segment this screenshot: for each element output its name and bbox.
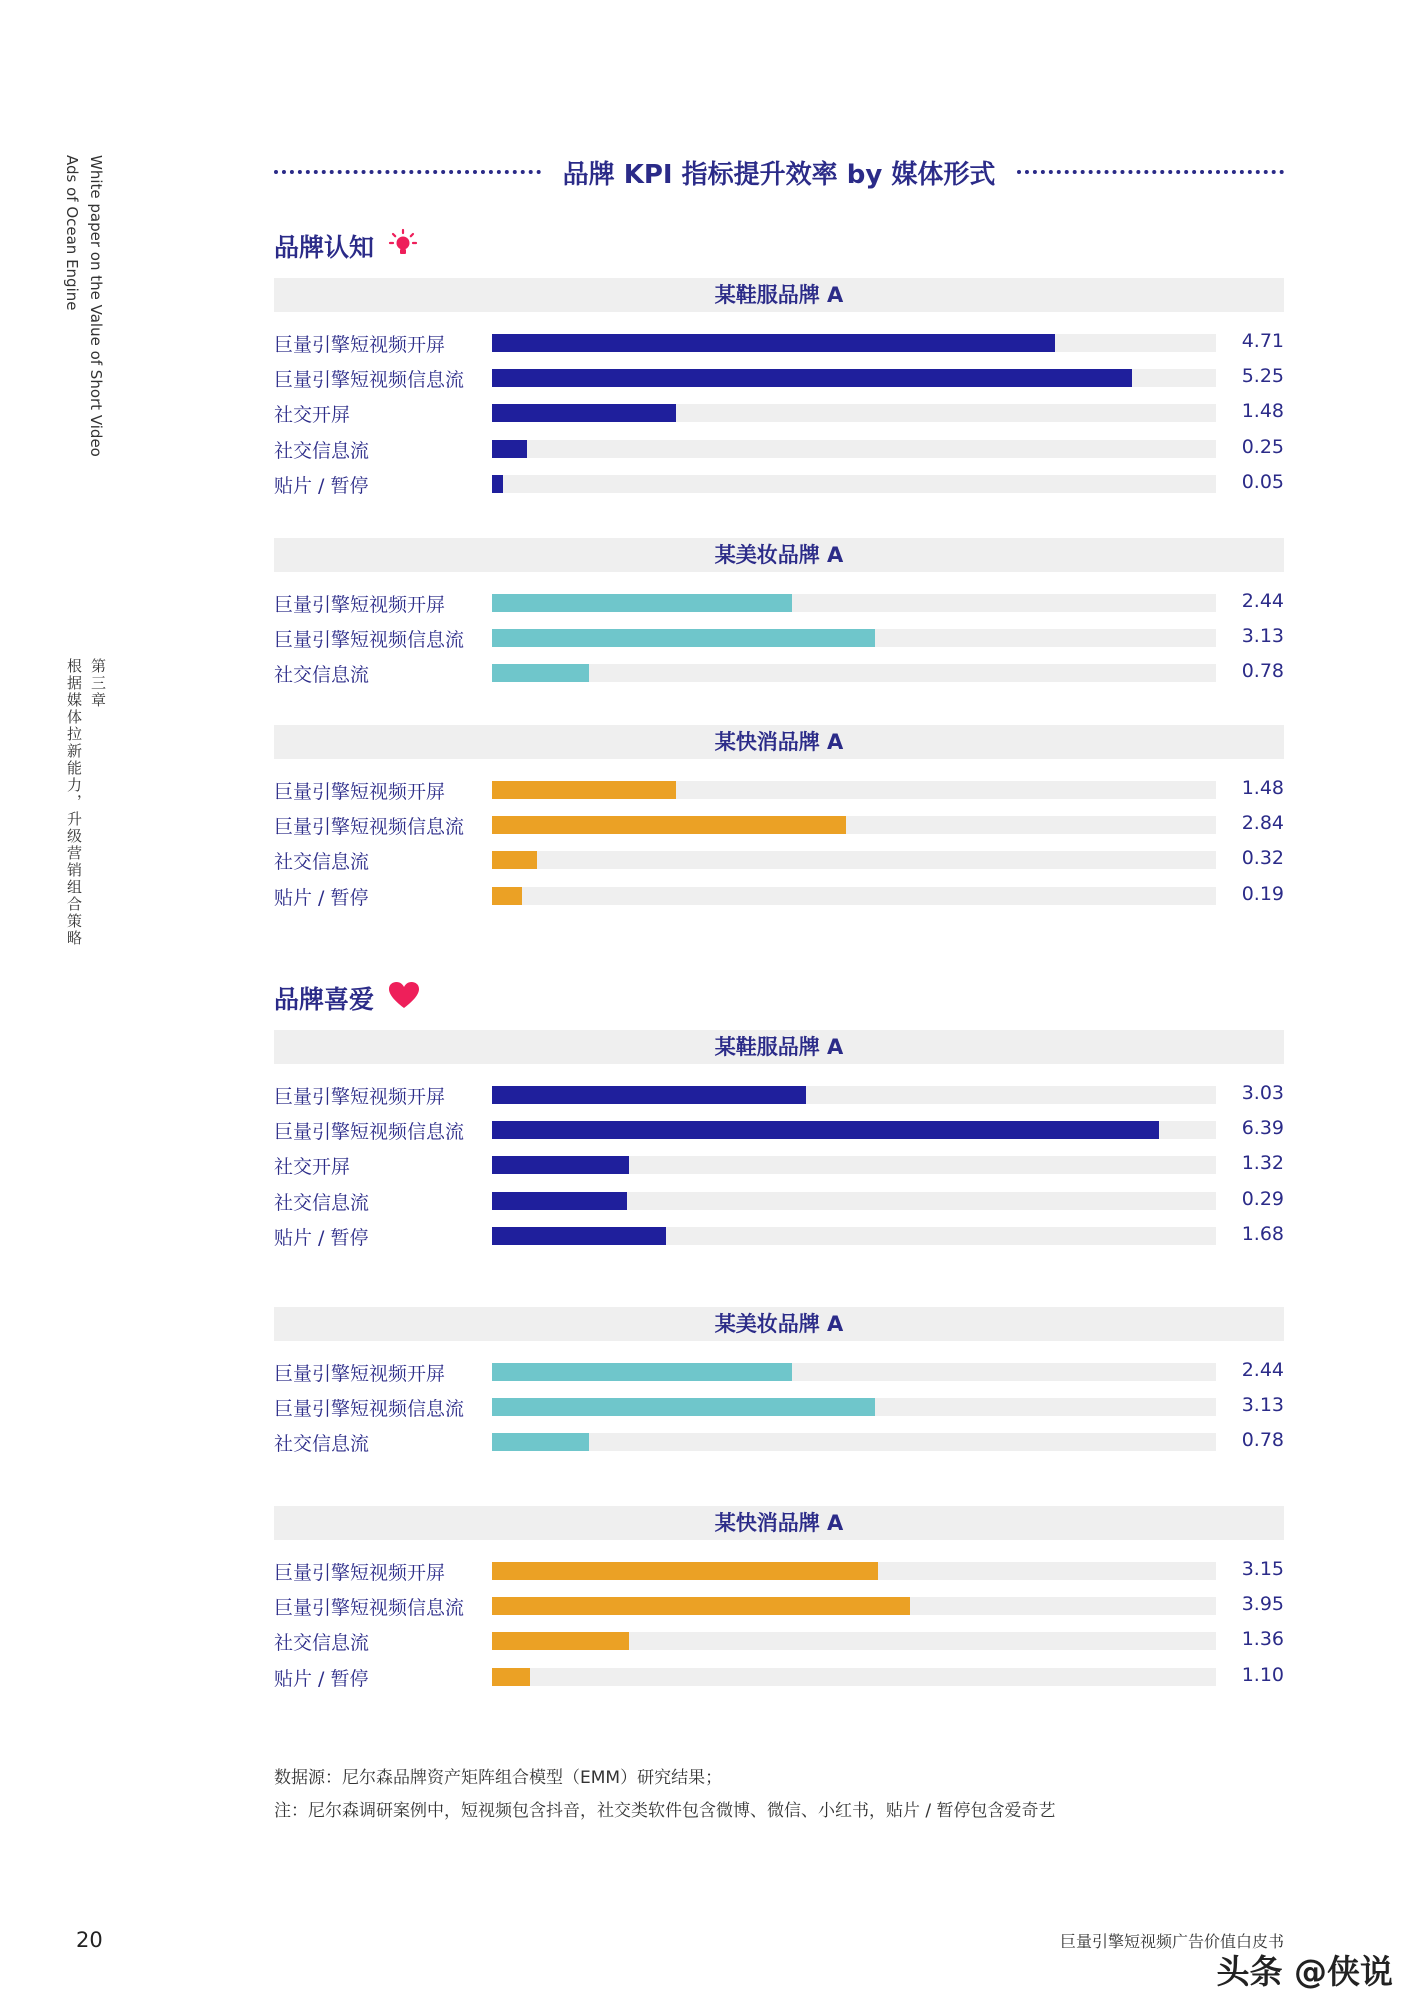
sidebar-english-title bbox=[60, 155, 108, 457]
category-label: 巨量引擎短视频开屏 bbox=[274, 1086, 446, 1108]
page-header bbox=[274, 152, 1284, 192]
brand-header: 某快消品牌 A bbox=[274, 725, 1284, 759]
bar-fill bbox=[492, 816, 846, 834]
bar-fill bbox=[492, 629, 875, 647]
value-label: 4.71 bbox=[1241, 330, 1284, 352]
bar-track bbox=[492, 1363, 1216, 1381]
header-dots-right bbox=[1017, 170, 1284, 174]
value-label: 2.84 bbox=[1241, 812, 1284, 835]
bar-row bbox=[274, 1150, 1284, 1180]
bar-track bbox=[492, 334, 1216, 352]
category-label: 贴片 / 暂停 bbox=[274, 1667, 369, 1690]
sidebar-chapter bbox=[62, 658, 110, 947]
page-number: 20 bbox=[76, 1928, 103, 1952]
bar-track bbox=[492, 851, 1216, 869]
value-label: 0.32 bbox=[1241, 847, 1284, 870]
bar-track bbox=[492, 816, 1216, 834]
bar-fill bbox=[492, 1398, 875, 1416]
value-label: 2.44 bbox=[1241, 1359, 1284, 1381]
bar-fill bbox=[492, 781, 676, 799]
sidebar-chapter-number: 第三章 bbox=[89, 658, 107, 709]
category-label: 社交开屏 bbox=[274, 1156, 351, 1179]
value-label: 0.05 bbox=[1241, 470, 1284, 493]
brand-header: 某美妆品牌 A bbox=[274, 538, 1284, 572]
bar-track bbox=[492, 475, 1216, 493]
bar-fill bbox=[492, 664, 589, 682]
notes bbox=[274, 1762, 1056, 1828]
value-label: 0.25 bbox=[1241, 435, 1284, 458]
footnote: 注：尼尔森调研案例中，短视频包含抖音，社交类软件包含微博、微信、小红书，贴片 / 暂停包含爱奇艺 bbox=[274, 1801, 1056, 1821]
bar-fill bbox=[492, 1597, 910, 1615]
category-label: 社交信息流 bbox=[274, 664, 370, 687]
bar-track bbox=[492, 1597, 1216, 1615]
bar-row bbox=[274, 1626, 1284, 1656]
value-label: 0.29 bbox=[1241, 1187, 1284, 1210]
bar-row bbox=[274, 1392, 1284, 1422]
section-title-text: 品牌认知 bbox=[274, 233, 375, 262]
bar-track bbox=[492, 1433, 1216, 1451]
section-title-text: 品牌喜爱 bbox=[274, 985, 375, 1014]
bar-track bbox=[492, 629, 1216, 647]
bar-track bbox=[492, 1121, 1216, 1139]
value-label: 3.03 bbox=[1241, 1082, 1284, 1104]
category-label: 巨量引擎短视频开屏 bbox=[274, 1562, 446, 1584]
category-label: 巨量引擎短视频信息流 bbox=[274, 1121, 465, 1144]
bar-row bbox=[274, 881, 1284, 911]
watermark: 头条 @侠说 bbox=[1216, 1952, 1393, 1991]
footer-title: 巨量引擎短视频广告价值白皮书 bbox=[1059, 1932, 1284, 1951]
value-label: 3.15 bbox=[1241, 1558, 1284, 1580]
bar-fill bbox=[492, 369, 1132, 387]
bar-track bbox=[492, 404, 1216, 422]
lightbulb-icon bbox=[388, 228, 418, 264]
value-label: 1.48 bbox=[1241, 777, 1284, 799]
bar-row bbox=[274, 363, 1284, 393]
bar-row bbox=[274, 1591, 1284, 1621]
bar-track bbox=[492, 887, 1216, 905]
bar-row bbox=[274, 810, 1284, 840]
category-label: 巨量引擎短视频开屏 bbox=[274, 334, 446, 356]
category-label: 巨量引擎短视频信息流 bbox=[274, 1398, 465, 1421]
bar-fill bbox=[492, 1363, 792, 1381]
category-label: 巨量引擎短视频开屏 bbox=[274, 594, 446, 616]
bar-row bbox=[274, 1427, 1284, 1457]
bar-fill bbox=[492, 1227, 666, 1245]
bar-track bbox=[492, 1192, 1216, 1210]
value-label: 3.95 bbox=[1241, 1593, 1284, 1616]
bar-track bbox=[492, 1156, 1216, 1174]
category-label: 巨量引擎短视频信息流 bbox=[274, 629, 465, 652]
bar-fill bbox=[492, 851, 537, 869]
bar-row bbox=[274, 623, 1284, 653]
sidebar-english-line-1: White paper on the Value of Short Video bbox=[87, 155, 105, 457]
bar-row bbox=[274, 1556, 1284, 1586]
bar-track bbox=[492, 664, 1216, 682]
bar-track bbox=[492, 781, 1216, 799]
bar-track bbox=[492, 1086, 1216, 1104]
category-label: 巨量引擎短视频信息流 bbox=[274, 816, 465, 839]
category-label: 社交信息流 bbox=[274, 1191, 370, 1214]
brand-header: 某鞋服品牌 A bbox=[274, 1030, 1284, 1064]
bar-track bbox=[492, 1562, 1216, 1580]
bar-track bbox=[492, 440, 1216, 458]
bar-fill bbox=[492, 334, 1055, 352]
category-label: 巨量引擎短视频信息流 bbox=[274, 1597, 465, 1620]
bar-track bbox=[492, 1632, 1216, 1650]
bar-fill bbox=[492, 1086, 806, 1104]
sidebar-chapter-title: 根据媒体拉新能力，升级营销组合策略 bbox=[65, 658, 83, 947]
value-label: 3.13 bbox=[1241, 1394, 1284, 1417]
bar-row bbox=[274, 328, 1284, 358]
bar-row bbox=[274, 434, 1284, 464]
bar-fill bbox=[492, 1632, 629, 1650]
brand-header: 某鞋服品牌 A bbox=[274, 278, 1284, 312]
value-label: 1.48 bbox=[1241, 400, 1284, 423]
bar-track bbox=[492, 1398, 1216, 1416]
category-label: 巨量引擎短视频开屏 bbox=[274, 781, 446, 803]
category-label: 贴片 / 暂停 bbox=[274, 474, 369, 497]
bar-track bbox=[492, 1227, 1216, 1245]
category-label: 社交开屏 bbox=[274, 404, 351, 427]
category-label: 社交信息流 bbox=[274, 439, 370, 462]
brand-header: 某美妆品牌 A bbox=[274, 1307, 1284, 1341]
bar-fill bbox=[492, 440, 527, 458]
header-dots-left bbox=[274, 170, 541, 174]
value-label: 6.39 bbox=[1241, 1117, 1284, 1140]
bar-row bbox=[274, 1662, 1284, 1692]
value-label: 0.19 bbox=[1241, 882, 1284, 905]
bar-row bbox=[274, 588, 1284, 618]
bar-row bbox=[274, 1221, 1284, 1251]
page-title: 品牌 KPI 指标提升效率 by 媒体形式 bbox=[562, 159, 996, 190]
bar-fill bbox=[492, 1121, 1159, 1139]
bar-fill bbox=[492, 1156, 629, 1174]
sidebar-english-line-2: Ads of Ocean Engine bbox=[63, 155, 81, 311]
value-label: 1.36 bbox=[1241, 1628, 1284, 1651]
bar-row bbox=[274, 398, 1284, 428]
section-title-1 bbox=[274, 228, 418, 264]
bar-row bbox=[274, 1357, 1284, 1387]
category-label: 社交信息流 bbox=[274, 1632, 370, 1655]
category-label: 贴片 / 暂停 bbox=[274, 886, 369, 909]
bar-track bbox=[492, 369, 1216, 387]
brand-header: 某快消品牌 A bbox=[274, 1506, 1284, 1540]
source-note: 数据源：尼尔森品牌资产矩阵组合模型（EMM）研究结果； bbox=[274, 1768, 723, 1788]
bar-fill bbox=[492, 404, 676, 422]
category-label: 巨量引擎短视频开屏 bbox=[274, 1363, 446, 1385]
bar-fill bbox=[492, 1192, 627, 1210]
bar-fill bbox=[492, 594, 792, 612]
category-label: 社交信息流 bbox=[274, 851, 370, 874]
category-label: 贴片 / 暂停 bbox=[274, 1226, 369, 1249]
value-label: 5.25 bbox=[1241, 365, 1284, 388]
bar-row bbox=[274, 658, 1284, 688]
value-label: 1.32 bbox=[1241, 1152, 1284, 1175]
section-title-2 bbox=[274, 980, 420, 1016]
value-label: 2.44 bbox=[1241, 590, 1284, 612]
bar-row bbox=[274, 1186, 1284, 1216]
bar-fill bbox=[492, 887, 522, 905]
bar-row bbox=[274, 469, 1284, 499]
value-label: 0.78 bbox=[1241, 660, 1284, 683]
category-label: 社交信息流 bbox=[274, 1433, 370, 1456]
bar-fill bbox=[492, 1433, 589, 1451]
bar-track bbox=[492, 594, 1216, 612]
value-label: 1.68 bbox=[1241, 1222, 1284, 1245]
bar-fill bbox=[492, 475, 503, 493]
bar-fill bbox=[492, 1668, 530, 1686]
bar-row bbox=[274, 1080, 1284, 1110]
value-label: 1.10 bbox=[1241, 1663, 1284, 1686]
bar-fill bbox=[492, 1562, 878, 1580]
bar-row bbox=[274, 775, 1284, 805]
bar-row bbox=[274, 845, 1284, 875]
bar-row bbox=[274, 1115, 1284, 1145]
value-label: 0.78 bbox=[1241, 1429, 1284, 1452]
bar-track bbox=[492, 1668, 1216, 1686]
category-label: 巨量引擎短视频信息流 bbox=[274, 369, 465, 392]
heart-icon bbox=[388, 981, 420, 1015]
value-label: 3.13 bbox=[1241, 625, 1284, 648]
